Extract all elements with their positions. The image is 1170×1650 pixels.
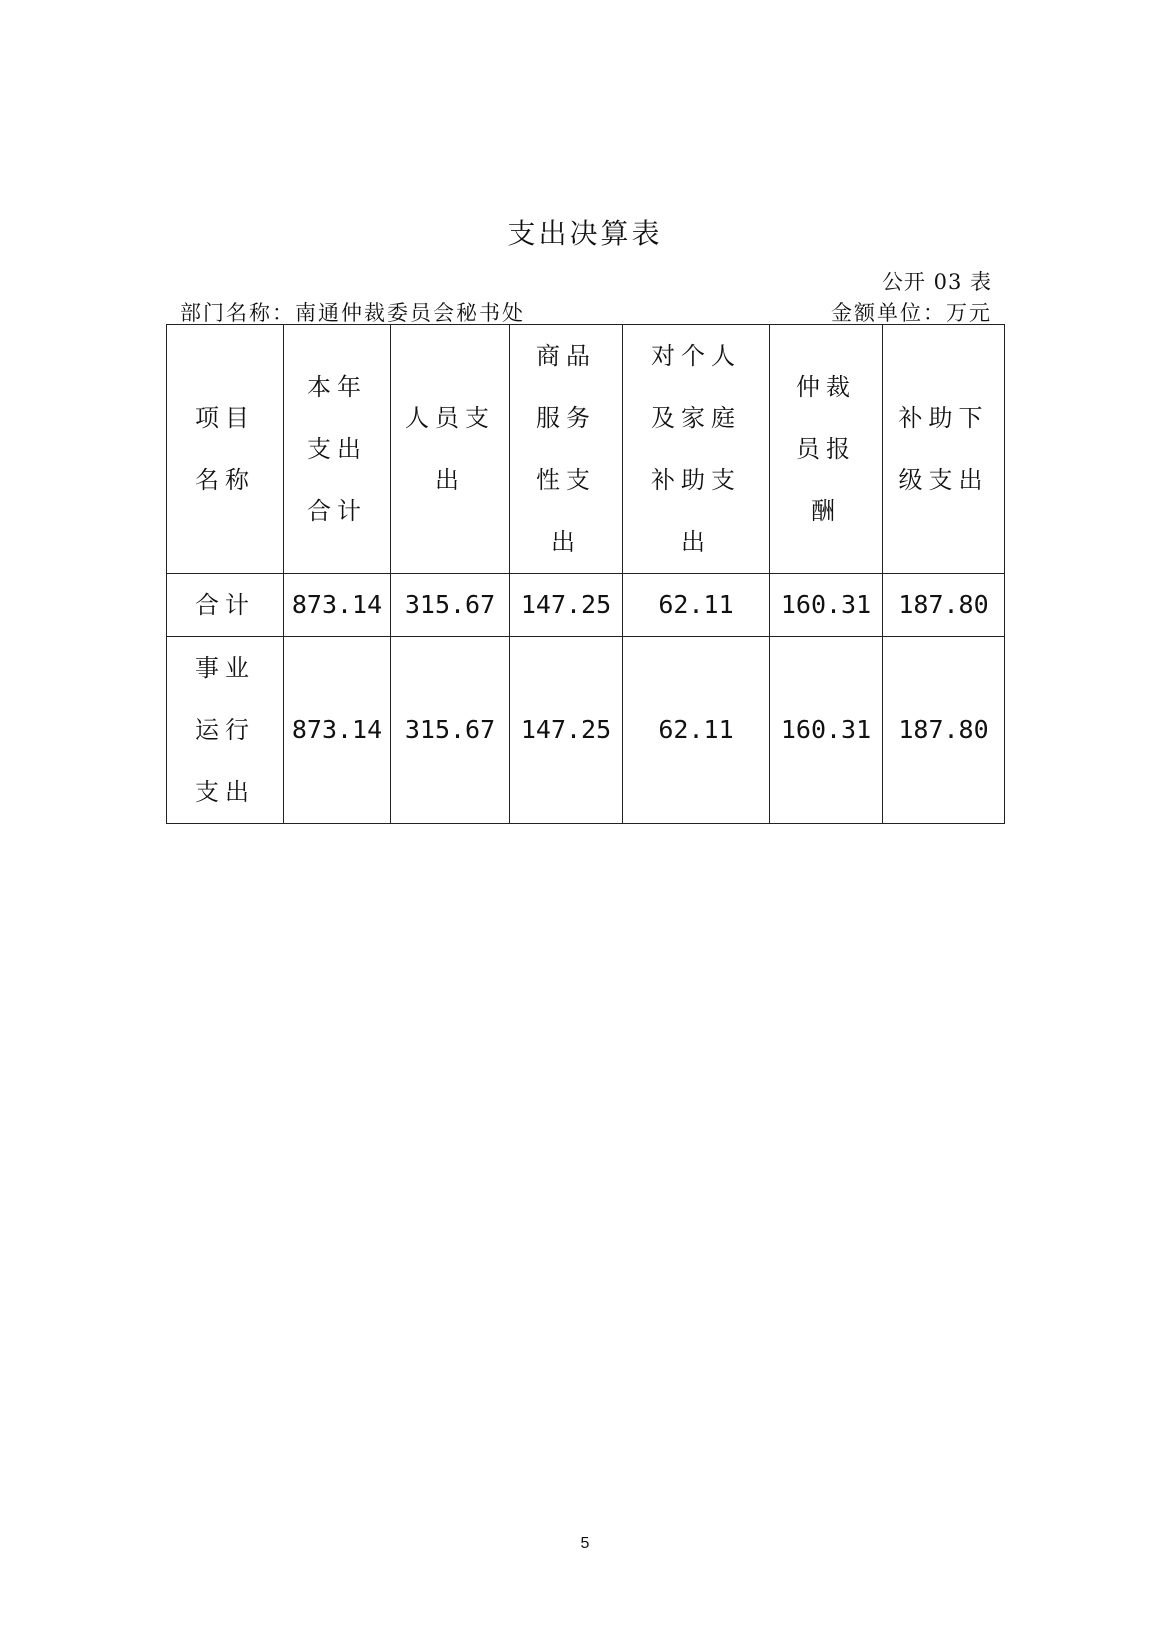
table-header-row [167, 325, 1005, 574]
cell-subsidies: 62.11 [623, 637, 770, 824]
page-title: 支出决算表 [507, 217, 663, 250]
header-cell-subsidies [623, 325, 770, 574]
header-label: 商品服务性支出 [536, 342, 596, 556]
row-label-text: 事业运行支出 [195, 654, 255, 806]
page-number: 5 [580, 1535, 590, 1552]
header-cell-goods-services [510, 325, 623, 574]
cell-arbitrator-pay: 160.31 [770, 637, 883, 824]
cell-lower-level-subsidy: 187.80 [883, 574, 1005, 637]
header-cell-personnel [391, 325, 510, 574]
row-label [167, 637, 284, 824]
expenditure-table [166, 324, 1005, 824]
header-cell-lower-level-subsidy [883, 325, 1005, 574]
cell-total: 873.14 [284, 574, 391, 637]
cell-personnel: 315.67 [391, 637, 510, 824]
table-row [167, 637, 1005, 824]
cell-subsidies: 62.11 [623, 574, 770, 637]
header-cell-arbitrator-pay [770, 325, 883, 574]
header-label: 本年支出合计 [307, 373, 367, 525]
department-name: 部门名称：南通仲裁委员会秘书处 [180, 301, 525, 325]
cell-total: 873.14 [284, 637, 391, 824]
cell-lower-level-subsidy: 187.80 [883, 637, 1005, 824]
cell-goods-services: 147.25 [510, 574, 623, 637]
amount-unit: 金额单位：万元 [831, 301, 992, 325]
header-label: 人员支出 [405, 404, 495, 494]
header-cell-total [284, 325, 391, 574]
header-label: 对个人及家庭补助支出 [651, 342, 741, 556]
header-cell-item-name [167, 325, 284, 574]
cell-arbitrator-pay: 160.31 [770, 574, 883, 637]
header-label: 项目名称 [195, 404, 255, 494]
cell-personnel: 315.67 [391, 574, 510, 637]
form-number: 公开 03 表 [881, 270, 992, 294]
header-label: 补助下级支出 [898, 404, 989, 494]
header-label: 仲裁员报酬 [796, 373, 856, 525]
row-label: 合计 [167, 574, 284, 637]
cell-goods-services: 147.25 [510, 637, 623, 824]
table-row [167, 574, 1005, 637]
